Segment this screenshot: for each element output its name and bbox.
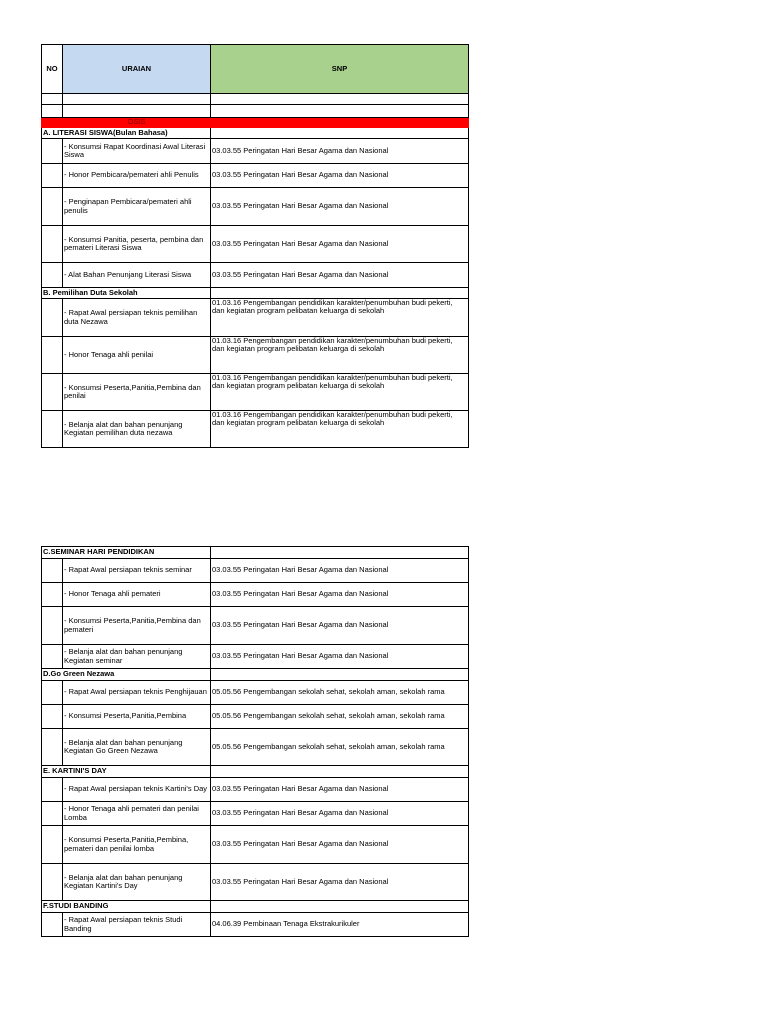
table-row (42, 864, 469, 901)
section-row (42, 288, 469, 299)
section-row (42, 901, 469, 913)
snp-cell: 01.03.16 Pengembangan pendidikan karakter/penumbuhan budi pekerti, dan kegiatan program pelibatan keluarga di sekolah (211, 299, 469, 337)
table-row (42, 913, 469, 937)
uraian-cell: - Belanja alat dan bahan penunjang Kegiatan seminar (63, 645, 211, 669)
section-row (42, 669, 469, 681)
uraian-cell: - Belanja alat dan bahan penunjang Kegiatan Kartini's Day (63, 864, 211, 901)
uraian-cell: - Rapat Awal persiapan teknis seminar (63, 559, 211, 583)
budget-table-2 (41, 546, 469, 937)
snp-cell: 05.05.56 Pengembangan sekolah sehat, sekolah aman, sekolah rama (211, 705, 469, 729)
table-row (42, 681, 469, 705)
uraian-cell: - Belanja alat dan bahan penunjang Kegiatan pemilihan duta nezawa (63, 411, 211, 448)
blank-row (42, 94, 469, 105)
blank-row (42, 105, 469, 118)
uraian-cell: - Konsumsi Peserta,Panitia,Pembina dan penilai (63, 374, 211, 411)
table-row (42, 263, 469, 288)
table-row (42, 188, 469, 226)
uraian-cell: - Belanja alat dan bahan penunjang Kegiatan Go Green Nezawa (63, 729, 211, 766)
uraian-cell: - Honor Pembicara/pemateri ahli Penulis (63, 164, 211, 188)
table-row (42, 226, 469, 263)
snp-cell: 03.03.55 Peringatan Hari Besar Agama dan Nasional (211, 139, 469, 164)
uraian-cell: - Konsumsi Panitia, peserta, pembina dan pemateri Literasi Siswa (63, 226, 211, 263)
table-row (42, 705, 469, 729)
uraian-cell: - Penginapan Pembicara/pemateri ahli penulis (63, 188, 211, 226)
snp-cell: 01.03.16 Pengembangan pendidikan karakter/penumbuhan budi pekerti, dan kegiatan program pelibatan keluarga di sekolah (211, 337, 469, 374)
table-row (42, 411, 469, 448)
uraian-cell: - Honor Tenaga ahli pemateri dan penilai Lomba (63, 802, 211, 826)
table-row (42, 374, 469, 411)
snp-cell: 05.05.56 Pengembangan sekolah sehat, sekolah aman, sekolah rama (211, 681, 469, 705)
section-title: F.STUDI BANDING (42, 901, 211, 913)
header-snp: SNP (211, 45, 469, 94)
snp-cell: 03.03.55 Peringatan Hari Besar Agama dan Nasional (211, 263, 469, 288)
section-row (42, 766, 469, 778)
section-title: D.Go Green Nezawa (42, 669, 211, 681)
uraian-cell: - Rapat Awal persiapan teknis Penghijauan (63, 681, 211, 705)
section-title: A. LITERASI SISWA(Bulan Bahasa) (42, 128, 211, 139)
snp-cell: 03.03.55 Peringatan Hari Besar Agama dan Nasional (211, 559, 469, 583)
uraian-cell: - Konsumsi Peserta,Panitia,Pembina, pemateri dan penilai lomba (63, 826, 211, 864)
header-row (42, 45, 469, 94)
header-no: NO (42, 45, 63, 94)
budget-table-1 (41, 44, 469, 448)
uraian-cell: - Rapat Awal persiapan teknis Kartini's Day (63, 778, 211, 802)
table-row (42, 559, 469, 583)
snp-cell: 03.03.55 Peringatan Hari Besar Agama dan Nasional (211, 188, 469, 226)
table-row (42, 607, 469, 645)
table-row (42, 826, 469, 864)
table-row (42, 139, 469, 164)
table-row (42, 778, 469, 802)
snp-cell: 03.03.55 Peringatan Hari Besar Agama dan Nasional (211, 778, 469, 802)
uraian-cell: - Alat Bahan Penunjang Literasi Siswa (63, 263, 211, 288)
snp-cell: 03.03.55 Peringatan Hari Besar Agama dan Nasional (211, 164, 469, 188)
snp-cell: 03.03.55 Peringatan Hari Besar Agama dan Nasional (211, 802, 469, 826)
uraian-cell: - Konsumsi Peserta,Panitia,Pembina (63, 705, 211, 729)
table-row (42, 337, 469, 374)
snp-cell: 03.03.55 Peringatan Hari Besar Agama dan Nasional (211, 826, 469, 864)
osis-label: OSIS (63, 118, 211, 128)
snp-cell: 03.03.55 Peringatan Hari Besar Agama dan Nasional (211, 864, 469, 901)
snp-cell: 03.03.55 Peringatan Hari Besar Agama dan Nasional (211, 583, 469, 607)
osis-band (42, 118, 469, 128)
table-row (42, 299, 469, 337)
table-row (42, 583, 469, 607)
uraian-cell: - Konsumsi Peserta,Panitia,Pembina dan pemateri (63, 607, 211, 645)
table-row (42, 802, 469, 826)
table-row (42, 645, 469, 669)
header-uraian: URAIAN (63, 45, 211, 94)
snp-cell: 03.03.55 Peringatan Hari Besar Agama dan Nasional (211, 645, 469, 669)
snp-cell: 01.03.16 Pengembangan pendidikan karakter/penumbuhan budi pekerti, dan kegiatan program pelibatan keluarga di sekolah (211, 374, 469, 411)
uraian-cell: - Honor Tenaga ahli pemateri (63, 583, 211, 607)
snp-cell: 03.03.55 Peringatan Hari Besar Agama dan Nasional (211, 607, 469, 645)
table-row (42, 729, 469, 766)
snp-cell: 05.05.56 Pengembangan sekolah sehat, sekolah aman, sekolah rama (211, 729, 469, 766)
snp-cell: 04.06.39 Pembinaan Tenaga Ekstrakurikuler (211, 913, 469, 937)
uraian-cell: - Rapat Awal persiapan teknis Studi Banding (63, 913, 211, 937)
section-row (42, 128, 469, 139)
uraian-cell: - Honor Tenaga ahli penilai (63, 337, 211, 374)
section-title: E. KARTINI'S DAY (42, 766, 211, 778)
section-title: B. Pemilihan Duta Sekolah (42, 288, 211, 299)
snp-cell: 03.03.55 Peringatan Hari Besar Agama dan Nasional (211, 226, 469, 263)
uraian-cell: - Konsumsi Rapat Koordinasi Awal Literasi Siswa (63, 139, 211, 164)
section-row (42, 547, 469, 559)
snp-cell: 01.03.16 Pengembangan pendidikan karakter/penumbuhan budi pekerti, dan kegiatan program pelibatan keluarga di sekolah (211, 411, 469, 448)
table-row (42, 164, 469, 188)
section-title: C.SEMINAR HARI PENDIDIKAN (42, 547, 211, 559)
uraian-cell: - Rapat Awal persiapan teknis pemilihan duta Nezawa (63, 299, 211, 337)
